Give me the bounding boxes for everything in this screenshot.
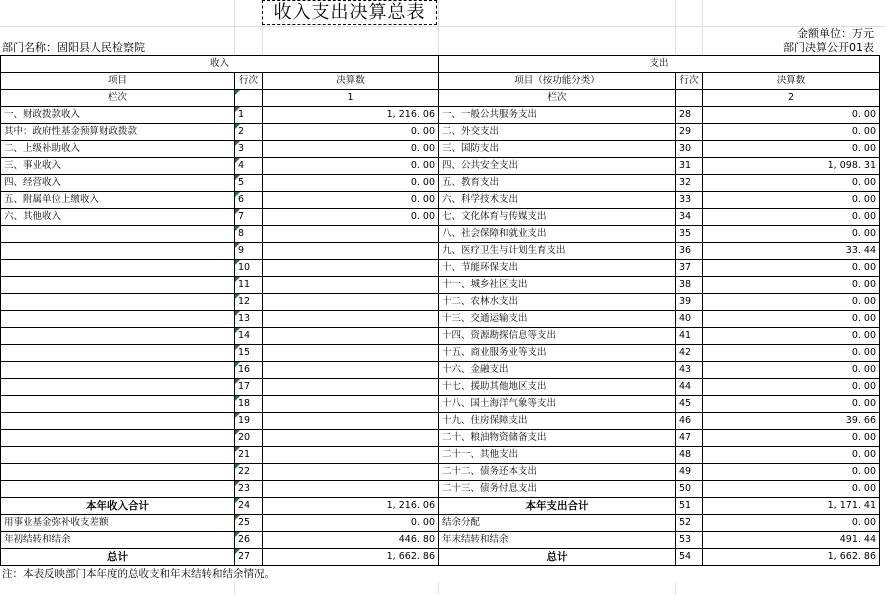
table-row: [1, 532, 880, 549]
income-line-cell[interactable]: 19: [235, 413, 263, 430]
expense-item-cell[interactable]: 五、教育支出: [439, 175, 676, 192]
income-amount-cell[interactable]: [263, 464, 439, 481]
expense-item-cell[interactable]: 二、外交支出: [439, 124, 676, 141]
expense-amount-cell[interactable]: 0. 00: [703, 107, 880, 124]
expense-amount-cell[interactable]: 0. 00: [703, 481, 880, 498]
income-amount-cell[interactable]: [263, 447, 439, 464]
income-item-cell[interactable]: [1, 362, 235, 379]
expense-item-cell[interactable]: 四、公共安全支出: [439, 158, 676, 175]
income-item-cell[interactable]: 三、事业收入: [1, 158, 235, 175]
expense-line-cell[interactable]: 51: [676, 498, 703, 515]
income-line-cell[interactable]: 2: [235, 124, 263, 141]
income-item-cell[interactable]: 二、上级补助收入: [1, 141, 235, 158]
gridline: [438, 583, 439, 595]
expense-amount-cell[interactable]: 0. 00: [703, 175, 880, 192]
table-row: [1, 379, 880, 396]
expense-amount-cell[interactable]: 33. 44: [703, 243, 880, 260]
income-column-label-empty: [235, 90, 263, 107]
income-amount-cell[interactable]: 1, 216. 06: [263, 107, 439, 124]
expense-line-cell[interactable]: 30: [676, 141, 703, 158]
expense-line-cell[interactable]: 44: [676, 379, 703, 396]
expense-amount-cell[interactable]: 1, 098. 31: [703, 158, 880, 175]
income-amount-cell[interactable]: [263, 260, 439, 277]
table-row: [1, 260, 880, 277]
expense-item-cell[interactable]: 十一、城乡社区支出: [439, 277, 676, 294]
income-line-cell[interactable]: 14: [235, 328, 263, 345]
expense-amount-cell[interactable]: 0. 00: [703, 430, 880, 447]
table-row: [1, 158, 880, 175]
expense-amount-cell[interactable]: 0. 00: [703, 260, 880, 277]
expense-item-cell[interactable]: 十六、金融支出: [439, 362, 676, 379]
expense-line-cell[interactable]: 52: [676, 515, 703, 532]
expense-item-cell[interactable]: 十三、交通运输支出: [439, 311, 676, 328]
table-row: [1, 362, 880, 379]
income-line-cell[interactable]: 8: [235, 226, 263, 243]
gridline: [675, 0, 676, 55]
expense-line-cell[interactable]: 32: [676, 175, 703, 192]
expense-item-cell[interactable]: 三、国防支出: [439, 141, 676, 158]
expense-line-cell[interactable]: 54: [676, 549, 703, 566]
expense-item-cell[interactable]: 结余分配: [439, 515, 676, 532]
income-amount-cell[interactable]: 1, 216. 06: [263, 498, 439, 515]
income-amount-cell[interactable]: [263, 226, 439, 243]
income-line-cell[interactable]: 13: [235, 311, 263, 328]
expense-column-label-empty: [676, 90, 703, 107]
income-line-cell[interactable]: 7: [235, 209, 263, 226]
income-line-cell[interactable]: 25: [235, 515, 263, 532]
table-row: [1, 481, 880, 498]
income-item-cell[interactable]: 六、其他收入: [1, 209, 235, 226]
income-item-cell[interactable]: [1, 413, 235, 430]
gridline: [675, 583, 676, 595]
unit-label: 金额单位：万元: [797, 27, 874, 40]
expense-line-cell[interactable]: 41: [676, 328, 703, 345]
table-row: [1, 209, 880, 226]
income-line-cell[interactable]: 17: [235, 379, 263, 396]
income-item-cell[interactable]: [1, 260, 235, 277]
income-item-cell[interactable]: 四、经营收入: [1, 175, 235, 192]
income-item-cell[interactable]: 本年收入合计: [1, 498, 235, 515]
income-amount-cell[interactable]: 0. 00: [263, 124, 439, 141]
income-amount-cell[interactable]: [263, 481, 439, 498]
expense-amount-cell[interactable]: 0. 00: [703, 277, 880, 294]
expense-line-cell[interactable]: 53: [676, 532, 703, 549]
expense-line-cell[interactable]: 50: [676, 481, 703, 498]
expense-item-cell[interactable]: 本年支出合计: [439, 498, 676, 515]
expense-amount-cell[interactable]: 0. 00: [703, 141, 880, 158]
table-row: [1, 141, 880, 158]
table-row: [1, 124, 880, 141]
table-row: [1, 549, 880, 566]
income-amount-cell[interactable]: 446. 80: [263, 532, 439, 549]
table-row: [1, 345, 880, 362]
income-item-cell[interactable]: [1, 345, 235, 362]
income-amount-header: 决算数: [263, 73, 439, 90]
expense-line-cell[interactable]: 37: [676, 260, 703, 277]
table-row: [1, 430, 880, 447]
expense-amount-cell[interactable]: 0. 00: [703, 464, 880, 481]
income-item-cell[interactable]: [1, 311, 235, 328]
expense-item-cell[interactable]: 二十二、债务还本支出: [439, 464, 676, 481]
expense-amount-cell[interactable]: 0. 00: [703, 396, 880, 413]
expense-amount-cell[interactable]: 1, 171. 41: [703, 498, 880, 515]
income-item-cell[interactable]: 一、财政拨款收入: [1, 107, 235, 124]
expense-amount-cell[interactable]: 0. 00: [703, 311, 880, 328]
expense-amount-cell[interactable]: 0. 00: [703, 379, 880, 396]
expense-amount-header: 决算数: [703, 73, 880, 90]
expense-line-cell[interactable]: 48: [676, 447, 703, 464]
table-code: 部门决算公开01表: [783, 41, 874, 54]
expense-item-cell[interactable]: 十、节能环保支出: [439, 260, 676, 277]
expense-line-cell[interactable]: 28: [676, 107, 703, 124]
income-item-cell[interactable]: [1, 243, 235, 260]
income-item-cell[interactable]: 总计: [1, 549, 235, 566]
income-line-cell[interactable]: 10: [235, 260, 263, 277]
expense-item-cell[interactable]: 总计: [439, 549, 676, 566]
income-line-cell[interactable]: 18: [235, 396, 263, 413]
income-line-cell[interactable]: 15: [235, 345, 263, 362]
table-row: [1, 294, 880, 311]
income-line-cell[interactable]: 20: [235, 430, 263, 447]
expense-item-cell[interactable]: 二十三、债务付息支出: [439, 481, 676, 498]
income-amount-cell[interactable]: [263, 345, 439, 362]
expense-amount-cell[interactable]: 0. 00: [703, 226, 880, 243]
expense-line-cell[interactable]: 34: [676, 209, 703, 226]
expense-item-cell[interactable]: 八、社会保障和就业支出: [439, 226, 676, 243]
expense-line-cell[interactable]: 38: [676, 277, 703, 294]
expense-line-cell[interactable]: 45: [676, 396, 703, 413]
income-line-cell[interactable]: 23: [235, 481, 263, 498]
income-amount-cell[interactable]: [263, 413, 439, 430]
income-line-cell[interactable]: 3: [235, 141, 263, 158]
income-amount-cell[interactable]: 1, 662. 86: [263, 549, 439, 566]
income-line-header: 行次: [235, 73, 263, 90]
expense-item-cell[interactable]: 二十、粮油物资储备支出: [439, 430, 676, 447]
expense-item-cell[interactable]: 一、一般公共服务支出: [439, 107, 676, 124]
expense-amount-cell[interactable]: 1, 662. 86: [703, 549, 880, 566]
expense-item-cell[interactable]: 十九、住房保障支出: [439, 413, 676, 430]
income-amount-cell[interactable]: 0. 00: [263, 158, 439, 175]
gridline: [234, 0, 235, 55]
expense-line-cell[interactable]: 43: [676, 362, 703, 379]
expense-item-cell[interactable]: 九、医疗卫生与计划生育支出: [439, 243, 676, 260]
expense-amount-cell[interactable]: 39. 66: [703, 413, 880, 430]
income-line-cell[interactable]: 26: [235, 532, 263, 549]
income-amount-cell[interactable]: 0. 00: [263, 175, 439, 192]
expense-line-header: 行次: [676, 73, 703, 90]
income-line-cell[interactable]: 6: [235, 192, 263, 209]
expense-column-label: 栏次: [439, 90, 676, 107]
expense-line-cell[interactable]: 42: [676, 345, 703, 362]
table-row: [1, 447, 880, 464]
income-amount-cell[interactable]: [263, 243, 439, 260]
income-amount-cell[interactable]: 0. 00: [263, 209, 439, 226]
expense-line-cell[interactable]: 49: [676, 464, 703, 481]
income-item-cell[interactable]: 年初结转和结余: [1, 532, 235, 549]
income-amount-cell[interactable]: 0. 00: [263, 192, 439, 209]
expense-item-cell[interactable]: 七、文化体育与传媒支出: [439, 209, 676, 226]
expense-item-cell[interactable]: 年末结转和结余: [439, 532, 676, 549]
income-item-cell[interactable]: [1, 379, 235, 396]
table-row: [1, 396, 880, 413]
expense-line-cell[interactable]: 31: [676, 158, 703, 175]
income-amount-cell[interactable]: 0. 00: [263, 515, 439, 532]
income-item-cell[interactable]: [1, 277, 235, 294]
expense-column-number: 2: [703, 90, 880, 107]
table-row: [1, 311, 880, 328]
income-line-cell[interactable]: 9: [235, 243, 263, 260]
income-item-cell[interactable]: [1, 481, 235, 498]
table-row: [1, 192, 880, 209]
income-item-cell[interactable]: [1, 430, 235, 447]
income-line-cell[interactable]: 1: [235, 107, 263, 124]
table-row: [1, 413, 880, 430]
income-item-cell[interactable]: 其中：政府性基金预算财政拨款: [1, 124, 235, 141]
income-line-cell[interactable]: 27: [235, 549, 263, 566]
footnote: 注：本表反映部门本年度的总收支和年末结转和结余情况。: [2, 568, 275, 580]
expense-line-cell[interactable]: 33: [676, 192, 703, 209]
income-item-cell[interactable]: [1, 226, 235, 243]
expense-item-cell[interactable]: 十五、商业服务业等支出: [439, 345, 676, 362]
income-item-header: 项目: [1, 73, 235, 90]
table-row: [1, 498, 880, 515]
income-column-label: 栏次: [1, 90, 235, 107]
income-amount-cell[interactable]: [263, 379, 439, 396]
expense-amount-cell[interactable]: 0. 00: [703, 362, 880, 379]
table-row: [1, 107, 880, 124]
gridline: [0, 26, 886, 27]
expense-line-cell[interactable]: 35: [676, 226, 703, 243]
table-row: [1, 175, 880, 192]
expense-amount-cell[interactable]: 0. 00: [703, 124, 880, 141]
income-line-cell[interactable]: 16: [235, 362, 263, 379]
table-row: [1, 226, 880, 243]
table-row: [1, 243, 880, 260]
income-item-cell[interactable]: [1, 328, 235, 345]
expense-item-cell[interactable]: 六、科学技术支出: [439, 192, 676, 209]
income-line-cell[interactable]: 5: [235, 175, 263, 192]
income-item-cell[interactable]: [1, 396, 235, 413]
expense-item-header: 项目（按功能分类）: [439, 73, 676, 90]
income-line-cell[interactable]: 4: [235, 158, 263, 175]
report-title[interactable]: 收入支出决算总表: [262, 0, 437, 25]
expense-amount-cell[interactable]: 0. 00: [703, 328, 880, 345]
table-row: [1, 464, 880, 481]
summary-table: [0, 55, 880, 566]
expense-item-cell[interactable]: 十八、国土海洋气象等支出: [439, 396, 676, 413]
gridline: [234, 583, 235, 595]
expense-amount-cell[interactable]: 0. 00: [703, 192, 880, 209]
expense-line-cell[interactable]: 39: [676, 294, 703, 311]
income-amount-cell[interactable]: [263, 277, 439, 294]
department-name: 部门名称：固阳县人民检察院: [2, 41, 145, 54]
income-item-cell[interactable]: [1, 294, 235, 311]
expense-item-cell[interactable]: 十七、援助其他地区支出: [439, 379, 676, 396]
income-line-cell[interactable]: 21: [235, 447, 263, 464]
income-line-cell[interactable]: 12: [235, 294, 263, 311]
income-item-cell[interactable]: 五、附属单位上缴收入: [1, 192, 235, 209]
expense-group-header: 支出: [439, 56, 880, 73]
expense-line-cell[interactable]: 40: [676, 311, 703, 328]
income-item-cell[interactable]: [1, 464, 235, 481]
table-row: [1, 515, 880, 532]
gridline: [438, 0, 439, 55]
income-group-header: 收入: [1, 56, 439, 73]
income-line-cell[interactable]: 22: [235, 464, 263, 481]
income-amount-cell[interactable]: [263, 396, 439, 413]
table-row: [1, 277, 880, 294]
expense-item-cell[interactable]: 二十一、其他支出: [439, 447, 676, 464]
expense-amount-cell[interactable]: 0. 00: [703, 209, 880, 226]
income-amount-cell[interactable]: [263, 430, 439, 447]
expense-amount-cell[interactable]: 491. 44: [703, 532, 880, 549]
expense-item-cell[interactable]: 十二、农林水支出: [439, 294, 676, 311]
income-line-cell[interactable]: 24: [235, 498, 263, 515]
income-amount-cell[interactable]: [263, 294, 439, 311]
income-item-cell[interactable]: 用事业基金弥补收支差额: [1, 515, 235, 532]
expense-line-cell[interactable]: 46: [676, 413, 703, 430]
income-amount-cell[interactable]: [263, 311, 439, 328]
expense-amount-cell[interactable]: 0. 00: [703, 447, 880, 464]
expense-line-cell[interactable]: 47: [676, 430, 703, 447]
expense-amount-cell[interactable]: 0. 00: [703, 294, 880, 311]
table-row: [1, 328, 880, 345]
expense-amount-cell[interactable]: 0. 00: [703, 345, 880, 362]
income-item-cell[interactable]: [1, 447, 235, 464]
expense-line-cell[interactable]: 29: [676, 124, 703, 141]
income-column-number: 1: [263, 90, 439, 107]
income-line-cell[interactable]: 11: [235, 277, 263, 294]
gridline: [702, 0, 703, 55]
expense-amount-cell[interactable]: 0. 00: [703, 515, 880, 532]
income-amount-cell[interactable]: 0. 00: [263, 141, 439, 158]
income-amount-cell[interactable]: [263, 328, 439, 345]
expense-line-cell[interactable]: 36: [676, 243, 703, 260]
income-amount-cell[interactable]: [263, 362, 439, 379]
expense-item-cell[interactable]: 十四、资源勘探信息等支出: [439, 328, 676, 345]
